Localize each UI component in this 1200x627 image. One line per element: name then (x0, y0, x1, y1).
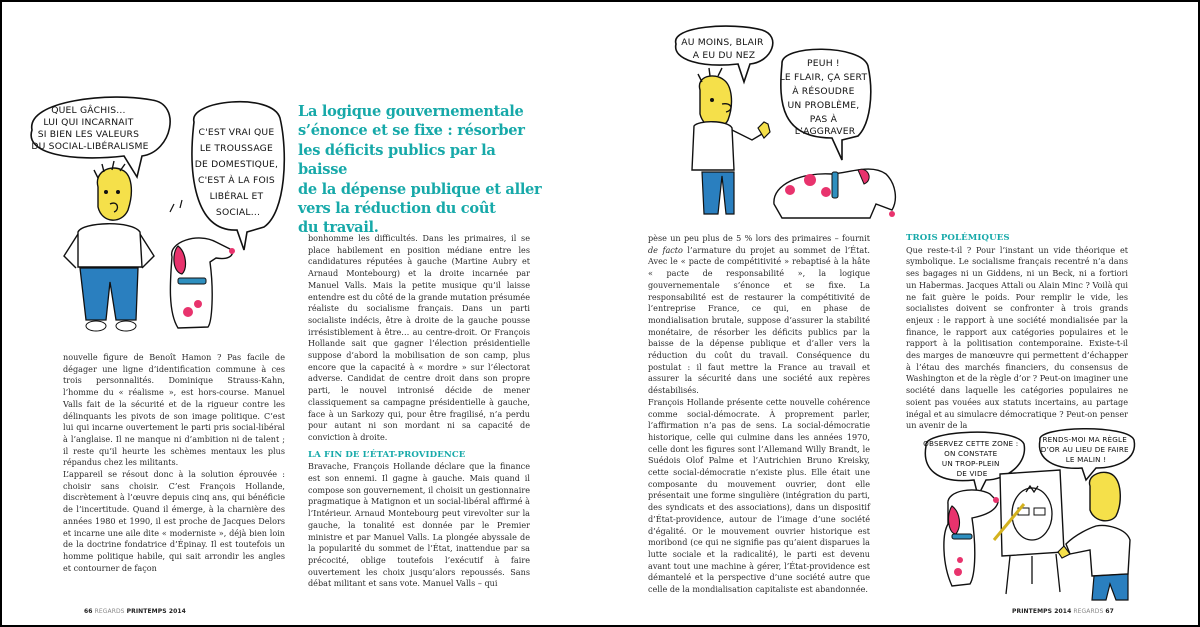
article-column-1 (63, 352, 285, 574)
cartoon-man-and-dog-2 (662, 4, 924, 230)
pullquote (298, 102, 543, 238)
article-paragraph: L’appareil se résout donc à la solution éprouvée : choisir sans choisir. C’est François Hollande, discrètement à l’œuvre depuis cinq ans, qui bénéficie de l’incertitude. Quand il émerge, à la charnière des années 1980 et 1990, il est proche de Jacques Delors et incarne une aile dite « moderniste », déjà bien loin de la doctrine fondatrice d’Épinay. Il est toutefois un homme politique habile, qui sait arrondir les angles et contourner de façon (63, 469, 285, 573)
cartoon-man-and-dog-1 (2, 92, 302, 352)
pullquote-line: La logique gouvernementale (298, 103, 524, 120)
article-column-3 (648, 233, 870, 596)
speech-text-man: QUEL GÂCHIS... LUI QUI INCARNAIT SI BIEN LES VALEURS DU SOCIAL-LIBÉRALISME (31, 105, 149, 152)
section-heading: TROIS POLÉMIQUES (906, 233, 1010, 243)
article-paragraph: Que reste-t-il ? Pour l’instant un vide théorique et symbolique. Le socialisme français recentré n’a dans ses bagages ni un Giddens, ni un Beck, ni a fortiori un Habermas. Jacques Attali ou Alain Minc ? Voilà qui ne fait guère le poids. Pour remplir le vide, les socialistes doivent se confronter à trois grands enjeux : le rapport à une société mondialisée par la finance, le rapport aux catégories populaires et le rapport à la politisation contemporaine. Existe-t-il des marges de manœuvre qui permettent d’échapper à l’étau des marchés financiers, du consensus de Washington et de la règle d’or ? Peut-on imaginer une société dans laquelle les catégories populaires ne soient pas vouées aux statuts incertains, au partage inégal et au simulacre démocratique ? Peut-on penser un avenir de la (906, 244, 1128, 431)
magazine-name: REGARDS (1073, 608, 1104, 615)
cartoon-illustration-1 (2, 92, 302, 352)
pullquote-line: s’énonce et se fixe : résorber (298, 122, 525, 140)
text-run: l’armature du projet au sommet de l’État. Avec le « pacte de compétitivité » rebaptisé à la hâte « pacte de responsabilité », la logique gouvernementale s’énonce et se fixe. La responsabilité est de restaurer la compétitivité de l’entreprise France, ce qui, en phase de mondialisation brutale, suppose d’assurer la stabilité monétaire, de résorber les déficits publics par la baisse de la dépense publique et d’aller vers la réduction du coût du travail. Conséquence du postulat : il faut mettre la France au travail et assurer la sécurité dans une société aux repères déstabilisés. (648, 244, 870, 396)
right-page (600, 2, 1198, 625)
speech-text-man: AU MOINS, BLAIR A EU DU NEZ (681, 37, 764, 61)
text-run: pèse un peu plus de 5 % lors des primaires – fournit (648, 233, 870, 243)
article-paragraph: nouvelle figure de Benoît Hamon ? Pas facile de dégager une ligne d’identification commune à ces trois personnalités. Dominique Strauss-Kahn, l’homme du « réalisme », est hors-course. Manuel Valls fait de la sécurité et de la rigueur contre les délinquants les pivots de son image politique. C’est lui qui incarne ouvertement le parti pris social-libéral à l’anglaise. Il ne manque ni d’ambition ni de talent ; il reste qu’il heurte les schèmes mentaux les plus répandus chez les militants. (63, 352, 285, 468)
left-page (2, 2, 600, 625)
article-paragraph: Bravache, François Hollande déclare que la finance est son ennemi. Il gagne à gauche. Mais quand il compose son gouvernement, il choisit un gestionnaire pragmatique à Matignon et un social-libéral affirmé à l’Intérieur. Arnaud Montebourg peut virevolter sur la gauche, la tonalité est donnée par le Premier ministre et par Manuel Valls. La plongée abyssale de la popularité du sommet de l’État, inattendue par sa précocité, oblige toutefois l’exécutif à faire ouvertement les choix jusqu’alors repoussés. Sans débat militant et sans vote. Manuel Valls – qui (308, 461, 530, 589)
pullquote-line: de la dépense publique et aller (298, 180, 542, 198)
page-number: 67 (1105, 608, 1114, 615)
pullquote-line: du travail. (298, 219, 379, 237)
section-heading: LA FIN DE L’ÉTAT-PROVIDENCE (308, 449, 466, 460)
man-figure (64, 161, 154, 331)
article-paragraph: bonhomme les difficultés. Dans les primaires, il se place habilement en position médiane entre les candidatures réputées à gauche (Martine Aubry et Arnaud Montebourg) et la droite incarnée par Manuel Valls. Mais la petite musique qu’il laisse entendre est du côté de la grande mutation présumée réaliste du socialisme français. Dans un parti socialiste indécis, être à droite de la gauche pousse irrésistiblement à être… au centre-droit. Or François Hollande sait que gagner l’élection présidentielle suppose d’abord la mobilisation de son camp, plus encore que la capacité à « mordre » sur l’électorat adverse. Candidat de centre droit dans son propre parti, le nouvel intronisé décide de mener classiquement sa campagne présidentielle à gauche, face à un Sarkozy qui, pour être fragilisé, n’a perdu pour autant ni son mordant ni sa capacité de conviction à droite. (308, 233, 530, 442)
man-figure (692, 68, 770, 214)
pullquote-line: les déficits publics par la baisse (298, 141, 496, 179)
speech-text-dog: C'EST VRAI QUE LE TROUSSAGE DE DOMESTIQUE, C'EST À LA FOIS LIBÉRAL ET SOCIAL... (194, 127, 279, 218)
article-column-2 (308, 233, 530, 590)
dog-figure (774, 169, 895, 218)
man-figure (1058, 472, 1130, 600)
issue-label: PRINTEMPS 2014 (126, 608, 186, 615)
speech-text-dog: OBSERVEZ CETTE ZONE : ON CONSTATE UN TROP-PLEIN DE VIDE (923, 439, 1019, 478)
article-paragraph: François Hollande présente cette nouvelle cohérence comme social-démocrate. À proprement parler, l’affirmation n’a pas de sens. La social-démocratie historique, celle qui culmine dans les années 1970, celle dont les figures sont l’Allemand Willy Brandt, le Suédois Olof Palme et l’Autrichien Bruno Kreisky, cette social-démocratie n’existe plus. Elle était une composante du mouvement ouvrier, dont elle présentait une forme singulière (intégration du parti, des syndicats et des associations), dans un dispositif d’État-providence, autour de l’image d’une société d’égalité. Or le mouvement ouvrier historique est moribond (ce qui ne signifie pas qu’aient disparues la lutte sociale et la radicalité), le parti est devenu avant tout une machine à gérer, l’État-providence est démantelé et la perspective d’une société autre que celle de la mondialisation capitaliste est abandonnée. (648, 396, 870, 595)
folio-left (84, 608, 186, 615)
speech-text-man: RENDS-MOI MA RÈGLE D’OR AU LIEU DE FAIRE LE MALIN ! (1040, 435, 1129, 464)
page-number: 66 (84, 608, 93, 615)
article-column-4 (906, 233, 1128, 432)
speech-text-dog: PEUH ! LE FLAIR, ÇA SERT À RÉSOUDRE UN PROBLÈME, PAS À L’AGGRAVER (779, 58, 868, 137)
cartoon-illustration-2 (662, 4, 924, 230)
flipchart (1000, 470, 1064, 594)
cartoon-dog-and-man-flipchart (906, 424, 1196, 606)
cartoon-illustration-3 (906, 424, 1196, 606)
magazine-name: REGARDS (94, 608, 125, 615)
article-paragraph (648, 233, 870, 397)
folio-right (1012, 608, 1114, 615)
pullquote-line: vers la réduction du coût (298, 200, 496, 218)
issue-label: PRINTEMPS 2014 (1012, 608, 1072, 615)
italic-text: de facto (648, 244, 683, 255)
